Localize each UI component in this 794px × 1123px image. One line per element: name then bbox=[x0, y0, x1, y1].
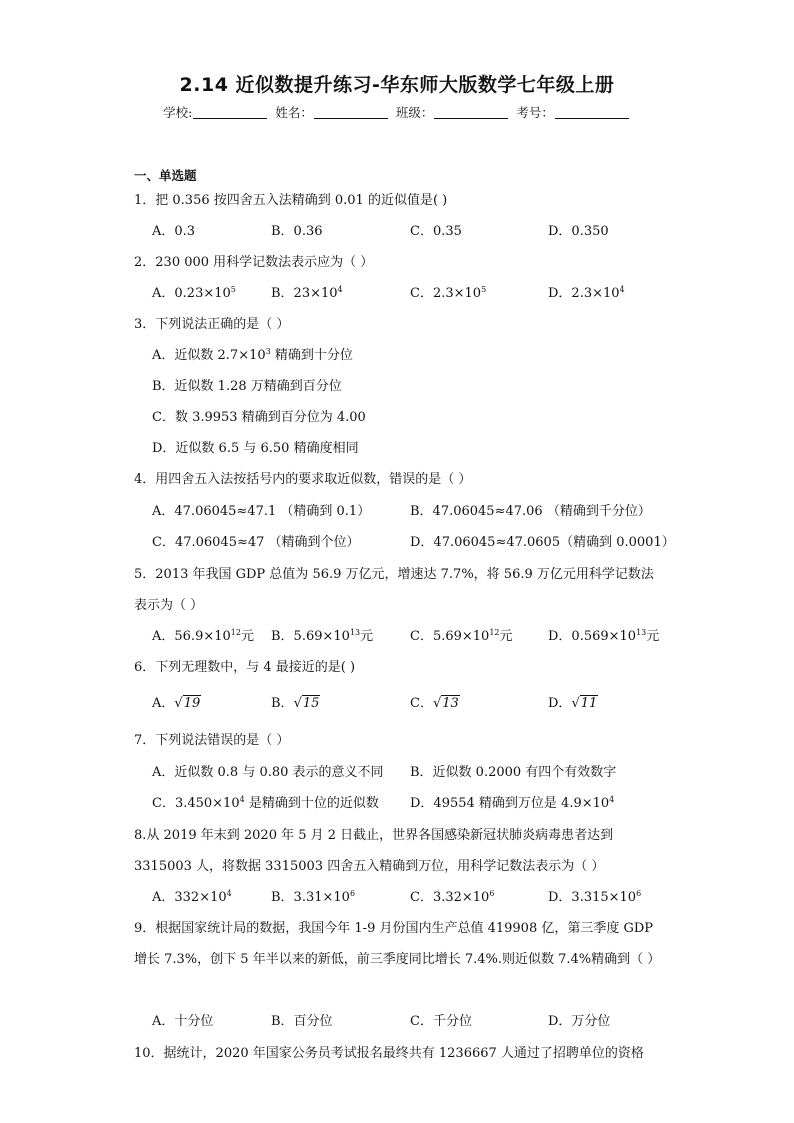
q5-b-exp: 13 bbox=[349, 628, 361, 637]
q7-option-d bbox=[410, 794, 614, 814]
q8-b-exp: 6 bbox=[349, 889, 356, 898]
q8-option-a bbox=[152, 888, 232, 908]
question-4-stem: 4．用四舍五入法按括号内的要求取近似数，错误的是（ ） bbox=[134, 472, 472, 487]
q9-option-c: C．千分位 bbox=[410, 1014, 472, 1029]
q5-a-pre: A．56.9×10 bbox=[152, 629, 231, 644]
q3-option-c: C．数 3.9953 精确到百分位为 4.00 bbox=[152, 410, 366, 425]
q2-b-exp: 4 bbox=[337, 285, 343, 294]
class-label: 班级： bbox=[395, 105, 434, 120]
exam-no-label: 考号： bbox=[516, 105, 554, 120]
q2-option-d bbox=[548, 284, 625, 304]
q3-option-a bbox=[152, 346, 353, 366]
q7-d-exp: 4 bbox=[609, 795, 615, 804]
question-5-stem: 5．2013 年我国 GDP 总值为 56.9 万亿元，增速达 7.7%，将 56.9 万亿元用科学记数法表示为（ ） bbox=[134, 567, 654, 613]
q7-option-c bbox=[152, 794, 379, 814]
q6-option-a bbox=[152, 694, 201, 714]
q5-d-post: 元 bbox=[646, 629, 660, 644]
sqrt-icon: √11 bbox=[571, 696, 598, 711]
q2-a-base: A．0.23×10 bbox=[152, 286, 231, 301]
q5-option-a bbox=[152, 627, 254, 647]
q3-a-exp: 3 bbox=[265, 347, 271, 356]
q5-d-pre: D．0.569×10 bbox=[548, 629, 637, 644]
question-8-stem: 8.从 2019 年末到 2020 年 5 月 2 日截止，世界各国感染新冠状肺炎病毒患者达到 3315003 人，将数据 3315003 四舍五入精确到万位，用科学记数法表示为（ ） bbox=[134, 828, 614, 874]
q7-option-b: B．近似数 0.2000 有四个有效数字 bbox=[410, 765, 617, 780]
sqrt-icon: √19 bbox=[174, 696, 201, 711]
q3-a-post: 精确到十分位 bbox=[270, 348, 353, 363]
q6-a-label: A． bbox=[152, 696, 175, 711]
name-label: 姓名： bbox=[275, 105, 313, 120]
q2-c-exp: 5 bbox=[481, 285, 487, 294]
q2-b-base: B．23×10 bbox=[271, 286, 338, 301]
q5-c-pre: C．5.69×10 bbox=[410, 629, 490, 644]
q7-c-pre: C．3.450×10 bbox=[152, 796, 240, 811]
q6-d-radicand: 11 bbox=[580, 696, 598, 711]
q1-option-b: B．0.36 bbox=[271, 224, 323, 239]
q5-a-post: 元 bbox=[240, 629, 254, 644]
q4-option-c: C．47.06045≈47 （精确到个位） bbox=[152, 535, 360, 550]
q7-d-pre: D．49554 精确到万位是 4.9×10 bbox=[410, 796, 610, 811]
q5-a-exp: 12 bbox=[230, 628, 241, 637]
q2-d-base: D．2.3×10 bbox=[548, 286, 620, 301]
q9-option-b: B．百分位 bbox=[271, 1014, 333, 1029]
q7-option-a: A．近似数 0.8 与 0.80 表示的意义不同 bbox=[152, 765, 384, 780]
q4-option-a: A．47.06045≈47.1 （精确到 0.1） bbox=[152, 504, 371, 519]
question-6-stem: 6．下列无理数中，与 4 最接近的是( ) bbox=[134, 660, 356, 675]
question-7-stem: 7．下列说法错误的是（ ） bbox=[134, 733, 290, 748]
q5-b-pre: B．5.69×10 bbox=[271, 629, 350, 644]
page-title: 2.14 近似数提升练习-华东师大版数学七年级上册 bbox=[179, 74, 615, 96]
q3-option-b: B．近似数 1.28 万精确到百分位 bbox=[152, 379, 342, 394]
q3-a-pre: A．近似数 2.7×10 bbox=[152, 348, 266, 363]
q6-option-b bbox=[271, 694, 320, 714]
q6-a-radicand: 19 bbox=[183, 696, 201, 711]
q4-option-d: D．47.06045≈47.0605（精确到 0.0001） bbox=[410, 535, 675, 550]
school-blank bbox=[193, 106, 267, 119]
q2-option-a bbox=[152, 284, 236, 304]
q1-option-c: C．0.35 bbox=[410, 224, 462, 239]
q7-c-post: 是精确到十位的近似数 bbox=[244, 796, 379, 811]
q6-b-radicand: 15 bbox=[302, 696, 320, 711]
section-heading: 一、单选题 bbox=[134, 168, 197, 183]
q8-option-d bbox=[548, 888, 641, 908]
sqrt-icon: √13 bbox=[432, 696, 459, 711]
q5-option-c bbox=[410, 627, 513, 647]
q6-b-label: B． bbox=[271, 696, 294, 711]
q6-c-radicand: 13 bbox=[442, 696, 459, 711]
q8-a-exp: 4 bbox=[226, 889, 232, 898]
q6-c-label: C． bbox=[410, 696, 433, 711]
q2-option-b bbox=[271, 284, 343, 304]
question-1-stem: 1．把 0.356 按四舍五入法精确到 0.01 的近似值是( ) bbox=[134, 193, 448, 208]
question-9-stem: 9．根据国家统计局的数据，我国今年 1-9 月份国内生产总值 419908 亿，第三季度 GDP 增长 7.3%，创下 5 年半以来的新低，前三季度同比增长 7.4%.则近似数 7.4%精确到（ ） bbox=[134, 921, 661, 967]
q8-option-c bbox=[410, 888, 494, 908]
q3-option-d: D．近似数 6.5 与 6.50 精确度相同 bbox=[152, 441, 359, 456]
q5-option-d bbox=[548, 627, 659, 647]
student-info-row bbox=[0, 103, 794, 121]
q7-c-exp: 4 bbox=[239, 795, 245, 804]
q2-c-base: C．2.3×10 bbox=[410, 286, 482, 301]
q9-option-a: A．十分位 bbox=[152, 1014, 214, 1029]
q5-c-exp: 12 bbox=[489, 628, 500, 637]
school-label: 学校: bbox=[163, 105, 193, 120]
q2-a-exp: 5 bbox=[230, 285, 236, 294]
q8-option-b bbox=[271, 888, 355, 908]
question-3-stem: 3．下列说法正确的是（ ） bbox=[134, 317, 290, 332]
q4-option-b: B．47.06045≈47.06 （精确到千分位） bbox=[410, 504, 651, 519]
q8-b-base: B．3.31×10 bbox=[271, 890, 350, 905]
sqrt-icon: √15 bbox=[293, 696, 320, 711]
q5-option-b bbox=[271, 627, 373, 647]
q1-option-a: A．0.3 bbox=[152, 224, 196, 239]
q8-d-base: D．3.315×10 bbox=[548, 890, 637, 905]
q8-c-base: C．3.32×10 bbox=[410, 890, 490, 905]
name-blank bbox=[314, 106, 388, 119]
q8-c-exp: 6 bbox=[489, 889, 495, 898]
q9-option-d: D．万分位 bbox=[548, 1014, 611, 1029]
q5-d-exp: 13 bbox=[636, 628, 647, 637]
q2-option-c bbox=[410, 284, 486, 304]
q1-option-d: D．0.350 bbox=[548, 224, 609, 239]
q2-d-exp: 4 bbox=[619, 285, 625, 294]
q5-c-post: 元 bbox=[499, 629, 513, 644]
q5-b-post: 元 bbox=[360, 629, 374, 644]
q8-d-exp: 6 bbox=[636, 889, 642, 898]
q6-option-c bbox=[410, 694, 460, 714]
q8-a-base: A．332×10 bbox=[152, 890, 227, 905]
question-2-stem: 2．230 000 用科学记数法表示应为（ ） bbox=[134, 255, 374, 270]
question-10-stem: 10．据统计，2020 年国家公务员考试报名最终共有 1236667 人通过了招聘单位的资格 bbox=[134, 1046, 644, 1061]
q6-option-d bbox=[548, 694, 598, 714]
q6-d-label: D． bbox=[548, 696, 572, 711]
exam-no-blank bbox=[555, 106, 629, 119]
class-blank bbox=[434, 106, 508, 119]
